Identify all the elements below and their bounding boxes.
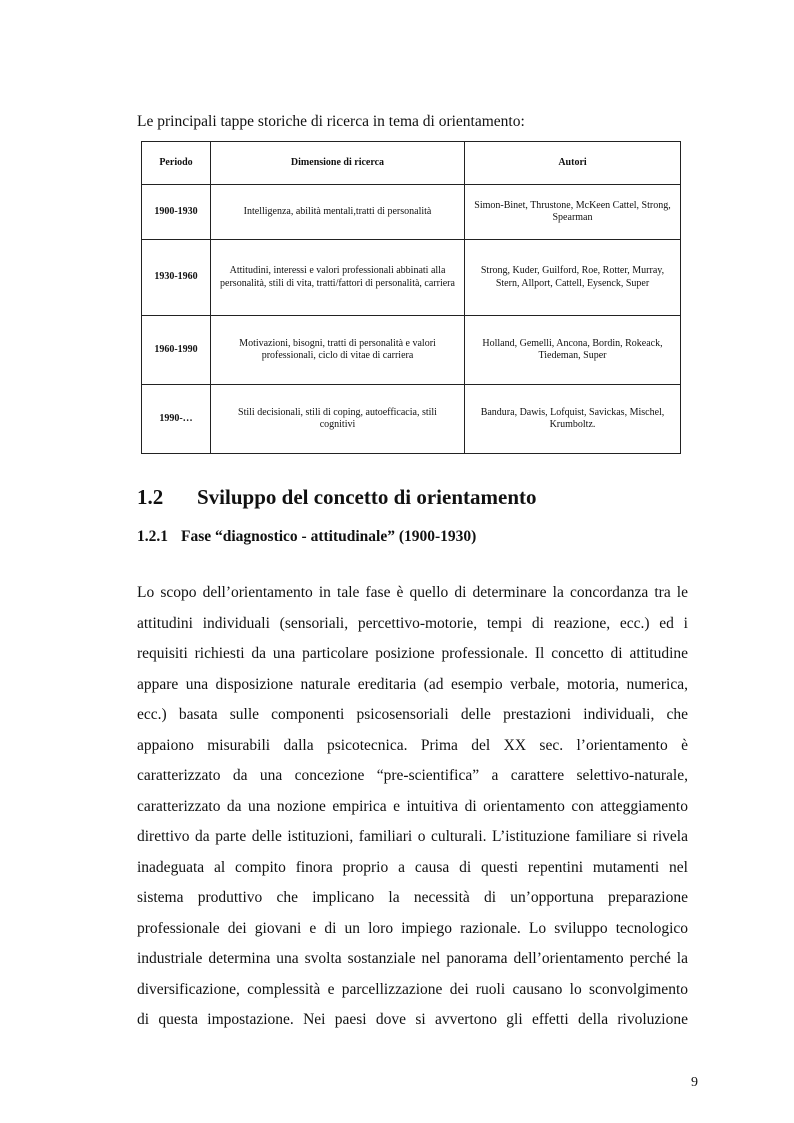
paragraph-line: direttivo da parte delle istituzioni, familiari o culturali. L’istituzione familiare si rivela <box>137 828 688 845</box>
cell-line: Stili decisionali, stili di coping, autoefficacia, stili <box>238 406 437 418</box>
table-row <box>142 240 681 316</box>
paragraph-line: appare una disposizione naturale ereditaria (ad esempio verbale, motoria, numerica, <box>137 675 688 693</box>
history-table <box>141 141 681 454</box>
table-header-row <box>142 142 681 185</box>
cell-line: professionali, ciclo di vitae di carriera <box>261 350 414 361</box>
cell-line: Attitudini, interessi e valori professionali abbinati alla <box>229 265 446 276</box>
paragraph-line: industriale determina una svolta sostanziale nel panorama dell’orientamento perché la <box>137 950 688 967</box>
cell-line: Simon-Binet, Thrustone, McKeen Cattel, Strong, <box>474 199 671 211</box>
cell-autori <box>465 240 681 316</box>
body-paragraph <box>137 582 688 1040</box>
page-number: 9 <box>691 1075 698 1090</box>
header-periodo: Periodo <box>142 142 211 185</box>
paragraph-line: requisiti richiesti da una particolare posizione professionale. Il concetto di attitudine <box>137 645 688 662</box>
cell-line: Strong, Kuder, Guilford, Roe, Rotter, Murray, <box>480 265 665 276</box>
cell-autori <box>465 316 681 385</box>
section-number: 1.2 <box>137 485 164 509</box>
cell-dimensione <box>211 385 465 454</box>
paragraph-line: inadeguata al compito finora proprio a causa di questi repentini mutamenti nel <box>137 858 688 876</box>
cell-line: Stern, Allport, Cattell, Eysenck, Super <box>495 277 650 289</box>
table-intro: Le principali tappe storiche di ricerca in tema di orientamento: <box>137 113 525 130</box>
paragraph-line: ecc.) basata sulle componenti psicosensoriali delle prestazioni individuali, che <box>137 706 688 723</box>
cell-line: Krumboltz. <box>549 419 596 430</box>
paragraph-line: attitudini individuali (sensoriali, percettivo-motorie, tempi di reazione, ecc.) ed i <box>137 614 688 632</box>
cell-autori <box>465 385 681 454</box>
cell-line: Spearman <box>552 212 593 223</box>
paragraph-line: professionale dei giovani e di un loro impiego razionale. Lo sviluppo tecnologico <box>137 919 688 937</box>
subsection-number: 1.2.1 <box>137 528 168 545</box>
cell-dimensione <box>211 316 465 385</box>
cell-line: personalità, stili di vita, tratti/fattori di personalità, carriera <box>220 277 455 289</box>
cell-line: cognitivi <box>319 419 356 430</box>
cell-dimensione <box>211 240 465 316</box>
paragraph-line: diversificazione, complessità e parcellizzazione dei ruoli causano lo sconvolgimento <box>137 980 688 998</box>
cell-line: Intelligenza, abilità mentali,tratti di personalità <box>243 205 432 217</box>
table-row <box>142 185 681 240</box>
cell-periodo: 1900-1930 <box>142 185 211 240</box>
cell-line: Holland, Gemelli, Ancona, Bordin, Rokeack, <box>482 337 663 349</box>
cell-periodo: 1930-1960 <box>142 240 211 316</box>
paragraph-line: Lo scopo dell’orientamento in tale fase è quello di determinare la concordanza tra le <box>137 584 688 601</box>
cell-dimensione <box>211 185 465 240</box>
section-title: Sviluppo del concetto di orientamento <box>197 485 537 509</box>
paragraph-line: sistema produttivo che implicano la necessità di un’opportuna preparazione <box>137 889 688 906</box>
cell-periodo: 1960-1990 <box>142 316 211 385</box>
paragraph-line: caratterizzato da una concezione “pre-scientifica” a carattere selettivo-naturale, <box>137 767 688 784</box>
subsection-title: Fase “diagnostico - attitudinale” (1900-1930) <box>181 528 477 545</box>
cell-periodo: 1990-… <box>142 385 211 454</box>
header-autori: Autori <box>465 142 681 185</box>
section-heading <box>137 485 537 510</box>
subsection-heading <box>137 528 476 546</box>
table-row <box>142 316 681 385</box>
paragraph-line: di questa impostazione. Nei paesi dove si avvertono gli effetti della rivoluzione <box>137 1011 688 1028</box>
paragraph-line: caratterizzato da una nozione empirica e intuitiva di orientamento con atteggiamento <box>137 797 688 815</box>
cell-line: Motivazioni, bisogni, tratti di personalità e valori <box>239 337 436 349</box>
paragraph-line: appaiono misurabili dalla psicotecnica. Prima del XX sec. l’orientamento è <box>137 736 688 754</box>
table-row <box>142 385 681 454</box>
cell-autori <box>465 185 681 240</box>
cell-line: Tiedeman, Super <box>538 350 607 361</box>
cell-line: Bandura, Dawis, Lofquist, Savickas, Mischel, <box>480 406 665 418</box>
header-dimensione: Dimensione di ricerca <box>211 142 465 185</box>
